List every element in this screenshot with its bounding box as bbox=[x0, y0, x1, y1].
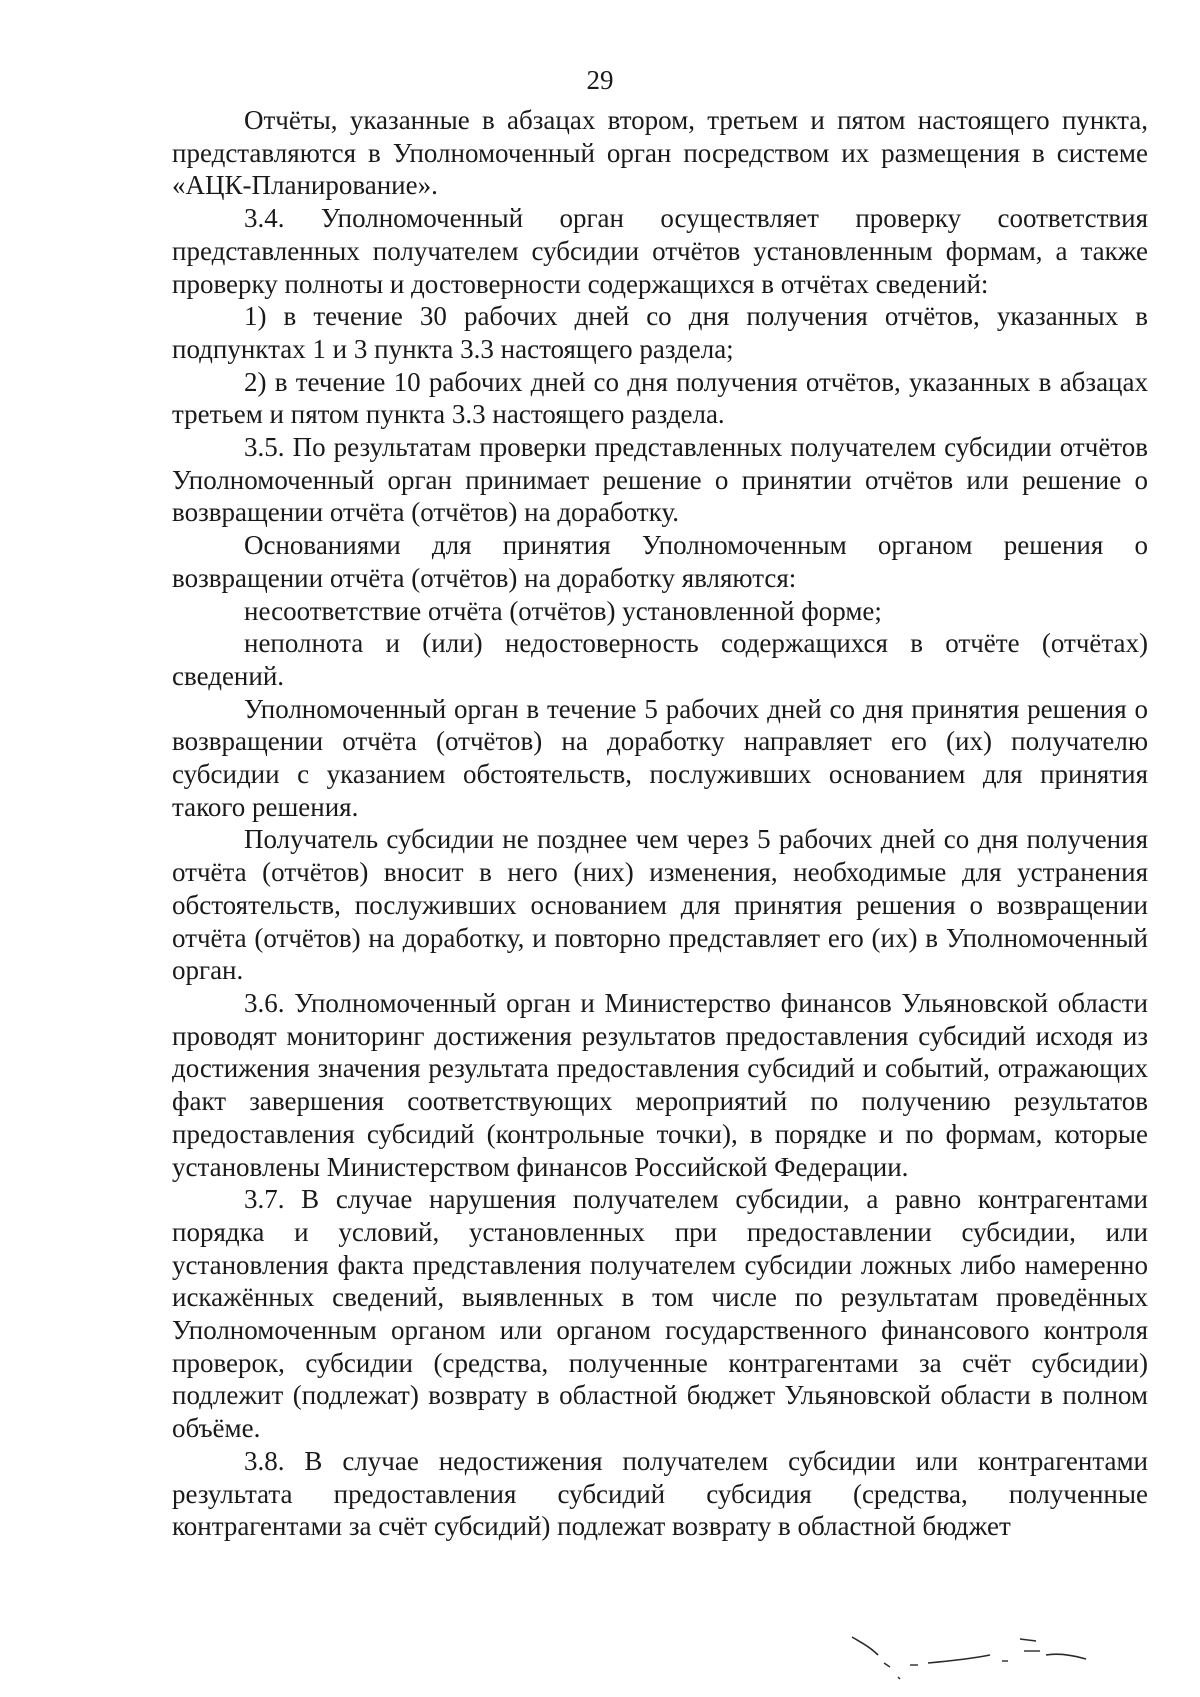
paragraph-resubmission: Получатель субсидии не позднее чем через 5 рабочих дней со дня получения отчёта (отчётов) вносит в него (них) изменения, необходимые для устранения обстоятельств, послуживших основанием для принятия решения о возвращении отчёта (отчётов) на доработку, и повторно представляет его (их) в Уполномоченный орган. bbox=[172, 824, 1148, 986]
document-body bbox=[172, 104, 1148, 1543]
handwritten-initials-mark bbox=[840, 1625, 1100, 1685]
paragraph-3-5: 3.5. По результатам проверки представленных получателем субсидии отчётов Уполномоченный орган принимает решение о принятии отчётов или решение о возвращении отчёта (отчётов) на доработку. bbox=[172, 432, 1148, 528]
list-item-2: 2) в течение 10 рабочих дней со дня получения отчётов, указанных в абзацах третьем и пятом пункта 3.3 настоящего раздела. bbox=[172, 366, 1148, 430]
paragraph-3-8: 3.8. В случае недостижения получателем субсидии или контрагентами результата предоставления субсидий субсидия (средства, полученные контрагентами за счёт субсидий) подлежат возврату в областной бюджет bbox=[172, 1445, 1148, 1542]
list-item-1: 1) в течение 30 рабочих дней со дня получения отчётов, указанных в подпунктах 1 и 3 пункта 3.3 настоящего раздела; bbox=[172, 301, 1148, 364]
paragraph-reports-submission: Отчёты, указанные в абзацах втором, третьем и пятом настоящего пункта, представляются в Уполномоченный орган посредством их размещения в системе «АЦК-Планирование». bbox=[172, 105, 1148, 201]
paragraph-return-notice: Уполномоченный орган в течение 5 рабочих дней со дня принятия решения о возвращении отчёта (отчётов) на доработку направляет его (их) получателю субсидии с указанием обстоятельств, послуживших основанием для принятия такого решения. bbox=[172, 693, 1148, 822]
paragraph-3-7: 3.7. В случае нарушения получателем субсидии, а равно контрагентами порядка и условий, установленных при предоставлении субсидии, или установления факта представления получателем субсидии ложных либо намеренно искажённых сведений, выявленных в том числе по результатам проведённых Уполномоченным органом или органом государственного финансового контроля проверок, субсидии (средства, полученные контрагентами за счёт субсидии) подлежит (подлежат) возврату в областной бюджет Ульяновской области в полном объёме. bbox=[172, 1184, 1148, 1444]
page-number: 29 bbox=[586, 65, 614, 95]
paragraph-3-4: 3.4. Уполномоченный орган осуществляет проверку соответствия представленных получателем субсидии отчётов установленным формам, а также проверку полноты и достоверности содержащихся в отчётах сведений: bbox=[172, 203, 1148, 299]
list-item-nonconformity: несоответствие отчёта (отчётов) установленной форме; bbox=[244, 595, 882, 626]
paragraph-grounds: Основаниями для принятия Уполномоченным органом решения о возвращении отчёта (отчётов) на доработку являются: bbox=[172, 530, 1148, 593]
list-item-incompleteness: неполнота и (или) недостоверность содержащихся в отчёте (отчётах) сведений. bbox=[172, 628, 1148, 691]
paragraph-3-6: 3.6. Уполномоченный орган и Министерство финансов Ульяновской области проводят мониторинг достижения результатов предоставления субсидий исходя из достижения значения результата предоставления субсидий и событий, отражающих факт завершения соответствующих мероприятий по получению результатов предоставления субсидий (контрольные точки), в порядке и по формам, которые установлены Министерством финансов Российской Федерации. bbox=[172, 987, 1148, 1182]
